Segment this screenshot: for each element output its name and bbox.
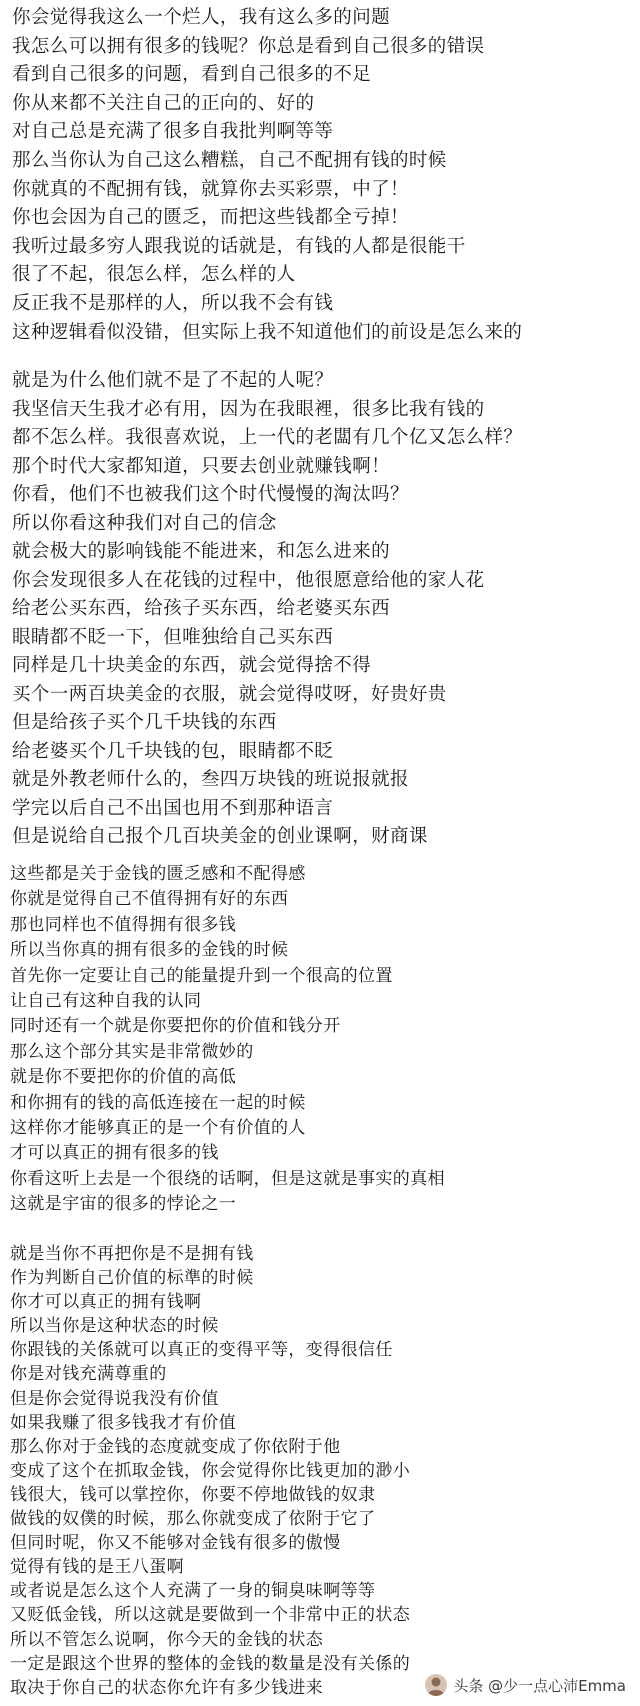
watermark xyxy=(419,1672,626,1698)
text-line: 又贬低金钱，所以这就是要做到一个非常中正的状态 xyxy=(10,1605,411,1626)
text-line: 所以不管怎么说啊，你今天的金钱的状态 xyxy=(10,1629,324,1650)
text-line: 那么这个部分其实是非常微妙的 xyxy=(10,1041,254,1062)
text-line: 或者说是怎么这个人充满了一身的铜臭味啊等等 xyxy=(10,1581,376,1602)
paragraph-1 xyxy=(0,4,640,347)
text-line: 钱很大，钱可以掌控你，你要不停地做钱的奴隶 xyxy=(10,1484,376,1505)
text-line: 看到自己很多的问题，看到自己很多的不足 xyxy=(12,64,372,86)
text-line: 但是给孩子买个几千块钱的东西 xyxy=(12,712,277,733)
text-line: 很了不起，很怎么样，怎么样的人 xyxy=(12,264,296,286)
paragraph-3 xyxy=(0,862,640,1218)
text-line: 给老公买东西，给孩子买东西，给老婆买东西 xyxy=(12,598,391,619)
text-line: 你也会因为自己的匮乏，而把这些钱都全亏掉！ xyxy=(12,207,409,229)
text-line: 变成了这个在抓取金钱，你会觉得你比钱更加的渺小 xyxy=(10,1460,411,1481)
text-line: 所以当你真的拥有很多的金钱的时候 xyxy=(10,940,289,961)
text-line: 那么你对于金钱的态度就变成了你依附于他 xyxy=(10,1436,341,1457)
text-line: 你才可以真正的拥有钱啊 xyxy=(10,1292,202,1313)
text-line: 如果我赚了很多钱我才有价值 xyxy=(10,1412,237,1433)
text-line: 就是你不要把你的价值的高低 xyxy=(10,1067,237,1088)
text-line: 反正我不是那样的人，所以我不会有钱 xyxy=(12,292,334,314)
text-line: 但是你会觉得说我没有价值 xyxy=(10,1388,219,1409)
text-line: 这些都是关于金钱的匮乏感和不配得感 xyxy=(10,864,306,884)
avatar-icon xyxy=(425,1674,447,1696)
text-line: 你就是觉得自己不值得拥有好的东西 xyxy=(10,889,289,910)
text-line: 让自己有这种自我的认同 xyxy=(10,991,202,1012)
text-line: 就会极大的影响钱能不能进来，和怎么进来的 xyxy=(12,541,391,562)
text-line: 这样你才能够真正的是一个有价值的人 xyxy=(10,1118,306,1139)
paragraph-4 xyxy=(0,1242,640,1700)
text-line: 同样是几十块美金的东西，就会觉得捨不得 xyxy=(12,655,372,676)
text-line: 这种逻辑看似没错，但实际上我不知道他们的前设是怎么来的 xyxy=(12,321,523,343)
text-line: 作为判断自己价值的标準的时候 xyxy=(10,1268,254,1289)
text-line: 你从来都不关注自己的正向的、好的 xyxy=(12,92,315,114)
text-line: 你看，他们不也被我们这个时代慢慢的淘汰吗？ xyxy=(12,484,409,505)
text-line: 就是为什么他们就不是了不起的人呢？ xyxy=(12,370,334,391)
text-line: 所以你看这种我们对自己的信念 xyxy=(12,512,277,534)
text-line: 买个一两百块美金的衣服，就会觉得哎呀，好贵好贵 xyxy=(12,683,447,705)
text-line: 同时还有一个就是你要把你的价值和钱分开 xyxy=(10,1016,341,1037)
text-line: 你是对钱充满尊重的 xyxy=(10,1364,167,1385)
text-line: 但同时呢，你又不能够对金钱有很多的傲慢 xyxy=(10,1533,341,1554)
text-line: 觉得有钱的是王八蛋啊 xyxy=(10,1557,184,1578)
text-line: 才可以真正的拥有很多的钱 xyxy=(10,1143,219,1164)
paragraph-2 xyxy=(0,367,640,852)
text-line: 你看这听上去是一个很绕的话啊，但是这就是事实的真相 xyxy=(10,1168,445,1189)
text-line: 那个时代大家都知道，只要去创业就赚钱啊！ xyxy=(12,455,391,477)
text-line: 都不怎么样。我很喜欢说，上一代的老闆有几个亿又怎么样？ xyxy=(12,427,523,448)
text-line: 就是当你不再把你是不是拥有钱 xyxy=(10,1244,254,1264)
text-line: 那也同样也不值得拥有很多钱 xyxy=(10,914,237,935)
text-line: 那么当你认为自己这么糟糕，自己不配拥有钱的时候 xyxy=(12,149,447,171)
watermark-text: 头条 @少一点心沛Emma xyxy=(453,1676,626,1695)
text-line: 学完以后自己不出国也用不到那种语言 xyxy=(12,797,334,819)
text-line: 给老婆买个几千块钱的包，眼睛都不眨 xyxy=(12,740,334,762)
text-line: 你会觉得我这么一个烂人，我有这么多的问题 xyxy=(12,7,391,28)
text-line: 我听过最多穷人跟我说的话就是，有钱的人都是很能干 xyxy=(12,235,466,257)
text-line: 你会发现很多人在花钱的过程中，他很愿意给他的家人花 xyxy=(12,569,485,591)
text-line: 我怎么可以拥有很多的钱呢？你总是看到自己很多的错误 xyxy=(12,35,485,57)
text-line: 这就是宇宙的很多的悖论之一 xyxy=(10,1194,237,1215)
text-line: 和你拥有的钱的高低连接在一起的时候 xyxy=(10,1092,306,1113)
text-line: 你跟钱的关係就可以真正的变得平等，变得很信任 xyxy=(10,1340,393,1361)
text-line: 所以当你是这种状态的时候 xyxy=(10,1316,219,1337)
text-line: 就是外教老师什么的，叁四万块钱的班说报就报 xyxy=(12,769,409,790)
text-line: 眼睛都不眨一下，但唯独给自己买东西 xyxy=(12,626,334,648)
text-line: 我坚信天生我才必有用，因为在我眼裡，很多比我有钱的 xyxy=(12,398,485,420)
text-line: 对自己总是充满了很多自我批判啊等等 xyxy=(12,121,334,143)
text-line: 首先你一定要让自己的能量提升到一个很高的位置 xyxy=(10,965,393,986)
text-line: 你就真的不配拥有钱，就算你去买彩票，中了！ xyxy=(12,178,409,200)
text-line: 取决于你自己的状态你允许有多少钱进来 xyxy=(10,1677,324,1698)
text-line: 做钱的奴僕的时候，那么你就变成了依附于它了 xyxy=(10,1509,376,1530)
text-line: 一定是跟这个世界的整体的金钱的数量是没有关係的 xyxy=(10,1653,411,1674)
text-line: 但是说给自己报个几百块美金的创业课啊，财商课 xyxy=(12,826,428,847)
